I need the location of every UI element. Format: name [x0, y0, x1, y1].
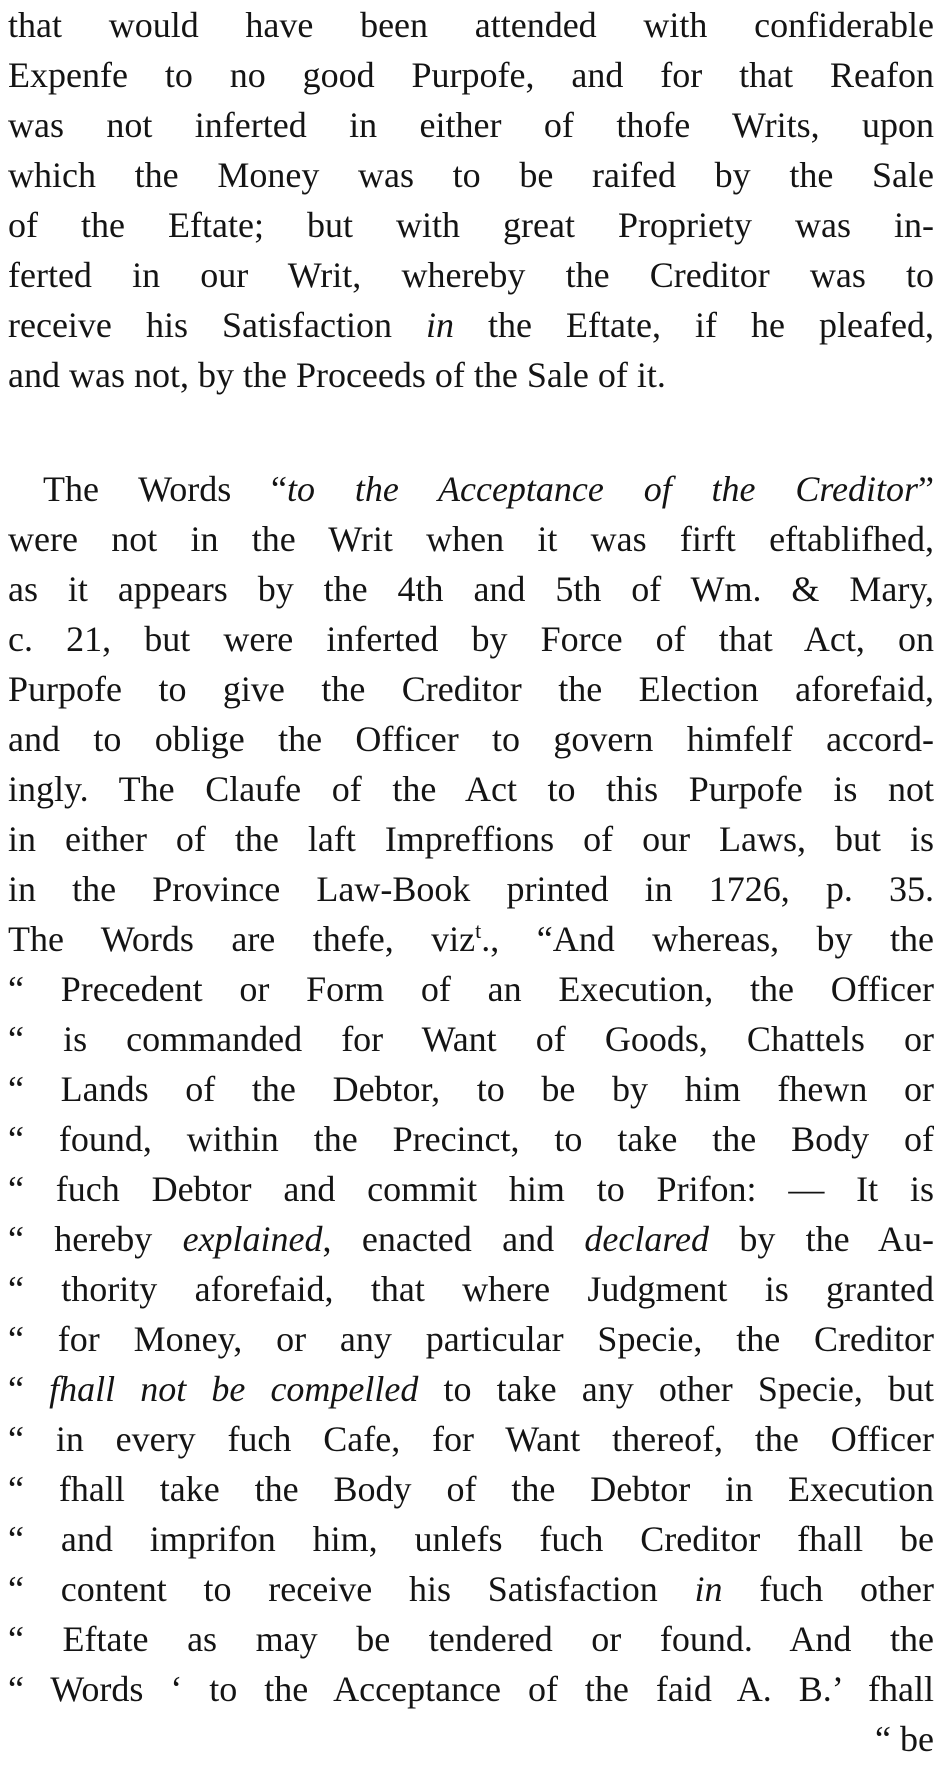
- italic-text: fhall not be compelled: [49, 1369, 419, 1409]
- superscript-text: t: [475, 918, 482, 943]
- text-run: were not in the Writ when it was firft eftablifhed,: [8, 519, 934, 559]
- text-run: , enacted and: [322, 1219, 585, 1259]
- text-line: [8, 1014, 934, 1064]
- text-line: [8, 814, 934, 864]
- text-run: by the Au-: [709, 1219, 934, 1259]
- text-line: [8, 1664, 934, 1714]
- paragraph-gap: [8, 400, 934, 464]
- text-line: [8, 1164, 934, 1214]
- text-line: [8, 200, 934, 250]
- text-line: [8, 1414, 934, 1464]
- text-run: “ and imprifon him, unlefs fuch Creditor fhall be: [8, 1519, 934, 1559]
- text-line: [8, 514, 934, 564]
- text-line: [8, 1364, 934, 1414]
- text-run: c. 21, but were inferted by Force of that Act, on: [8, 619, 934, 659]
- text-line: [8, 1464, 934, 1514]
- text-line: [8, 1214, 934, 1264]
- text-run: “ Lands of the Debtor, to be by him fhewn or: [8, 1069, 934, 1109]
- text-line: [8, 1264, 934, 1314]
- text-line: [8, 864, 934, 914]
- italic-text: explained: [182, 1219, 323, 1259]
- text-run: ferted in our Writ, whereby the Creditor was to: [8, 255, 934, 295]
- text-run: ., “And whereas, by the: [481, 919, 934, 959]
- text-run: ”: [918, 469, 934, 509]
- italic-text: in: [694, 1569, 723, 1609]
- text-run: “ is commanded for Want of Goods, Chattels or: [8, 1019, 934, 1059]
- text-line: [8, 914, 934, 964]
- text-run: “ thority aforefaid, that where Judgment is granted: [8, 1269, 934, 1309]
- paragraph: [8, 0, 934, 400]
- text-run: to take any other Specie, but: [418, 1369, 934, 1409]
- text-run: and was not, by the Proceeds of the Sale of it.: [8, 355, 666, 395]
- text-run: Expenfe to no good Purpofe, and for that Reafon: [8, 55, 934, 95]
- text-line: [8, 564, 934, 614]
- text-run: in either of the laft Impreffions of our Laws, but is: [8, 819, 934, 859]
- text-run: “ content to receive his Satisfaction: [8, 1569, 695, 1609]
- italic-text: in: [425, 305, 454, 345]
- paragraph: [8, 464, 934, 1714]
- catchword: “ be: [875, 1719, 934, 1759]
- text-run: “: [8, 1369, 50, 1409]
- text-line: [8, 764, 934, 814]
- text-line: [8, 614, 934, 664]
- text-run: Purpofe to give the Creditor the Election aforefaid,: [8, 669, 934, 709]
- text-line: [8, 1614, 934, 1664]
- text-run: “ for Money, or any particular Specie, the Creditor: [8, 1319, 934, 1359]
- text-run: fuch other: [722, 1569, 934, 1609]
- text-run: and to oblige the Officer to govern himfelf accord-: [8, 719, 934, 759]
- text-line: [8, 1314, 934, 1364]
- italic-text: declared: [584, 1219, 710, 1259]
- text-run: “ Precedent or Form of an Execution, the Officer: [8, 969, 934, 1009]
- text-run: receive his Satisfaction: [8, 305, 426, 345]
- text-run: “ fhall take the Body of the Debtor in Execution: [8, 1469, 934, 1509]
- book-page: [8, 0, 934, 1775]
- text-run: the Eftate, if he pleafed,: [454, 305, 934, 345]
- text-run: was not inferted in either of thofe Writs, upon: [8, 105, 934, 145]
- text-line: [8, 100, 934, 150]
- text-line: [8, 664, 934, 714]
- text-run: as it appears by the 4th and 5th of Wm. & Mary,: [8, 569, 934, 609]
- text-run: “ in every fuch Cafe, for Want thereof, the Officer: [8, 1419, 934, 1459]
- text-run: ingly. The Claufe of the Act to this Purpofe is not: [8, 769, 934, 809]
- text-run: that would have been attended with confiderable: [8, 5, 934, 45]
- text-line: [8, 464, 934, 514]
- text-line: [8, 150, 934, 200]
- text-line: [8, 300, 934, 350]
- page-body: [8, 0, 934, 1714]
- text-line: [8, 1514, 934, 1564]
- text-line: [8, 350, 934, 400]
- text-line: [8, 0, 934, 50]
- text-run: which the Money was to be raifed by the Sale: [8, 155, 934, 195]
- text-run: “ found, within the Precinct, to take the Body of: [8, 1119, 934, 1159]
- text-line: [8, 1064, 934, 1114]
- text-line: [8, 1114, 934, 1164]
- italic-text: to the Acceptance of the Creditor: [287, 469, 919, 509]
- text-line: [8, 1564, 934, 1614]
- text-line: [8, 714, 934, 764]
- text-run: “ fuch Debtor and commit him to Prifon: — It is: [8, 1169, 934, 1209]
- text-line: [8, 964, 934, 1014]
- text-run: of the Eftate; but with great Propriety was in-: [8, 205, 934, 245]
- text-run: The Words are thefe, viz: [8, 919, 476, 959]
- text-run: in the Province Law-Book printed in 1726, p. 35.: [8, 869, 934, 909]
- text-run: The Words “: [43, 469, 288, 509]
- text-run: “ Eftate as may be tendered or found. And the: [8, 1619, 934, 1659]
- text-run: “ hereby: [8, 1219, 183, 1259]
- text-line: [8, 50, 934, 100]
- text-line: [8, 250, 934, 300]
- text-run: “ Words ‘ to the Acceptance of the faid A. B.’ fhall: [8, 1669, 934, 1709]
